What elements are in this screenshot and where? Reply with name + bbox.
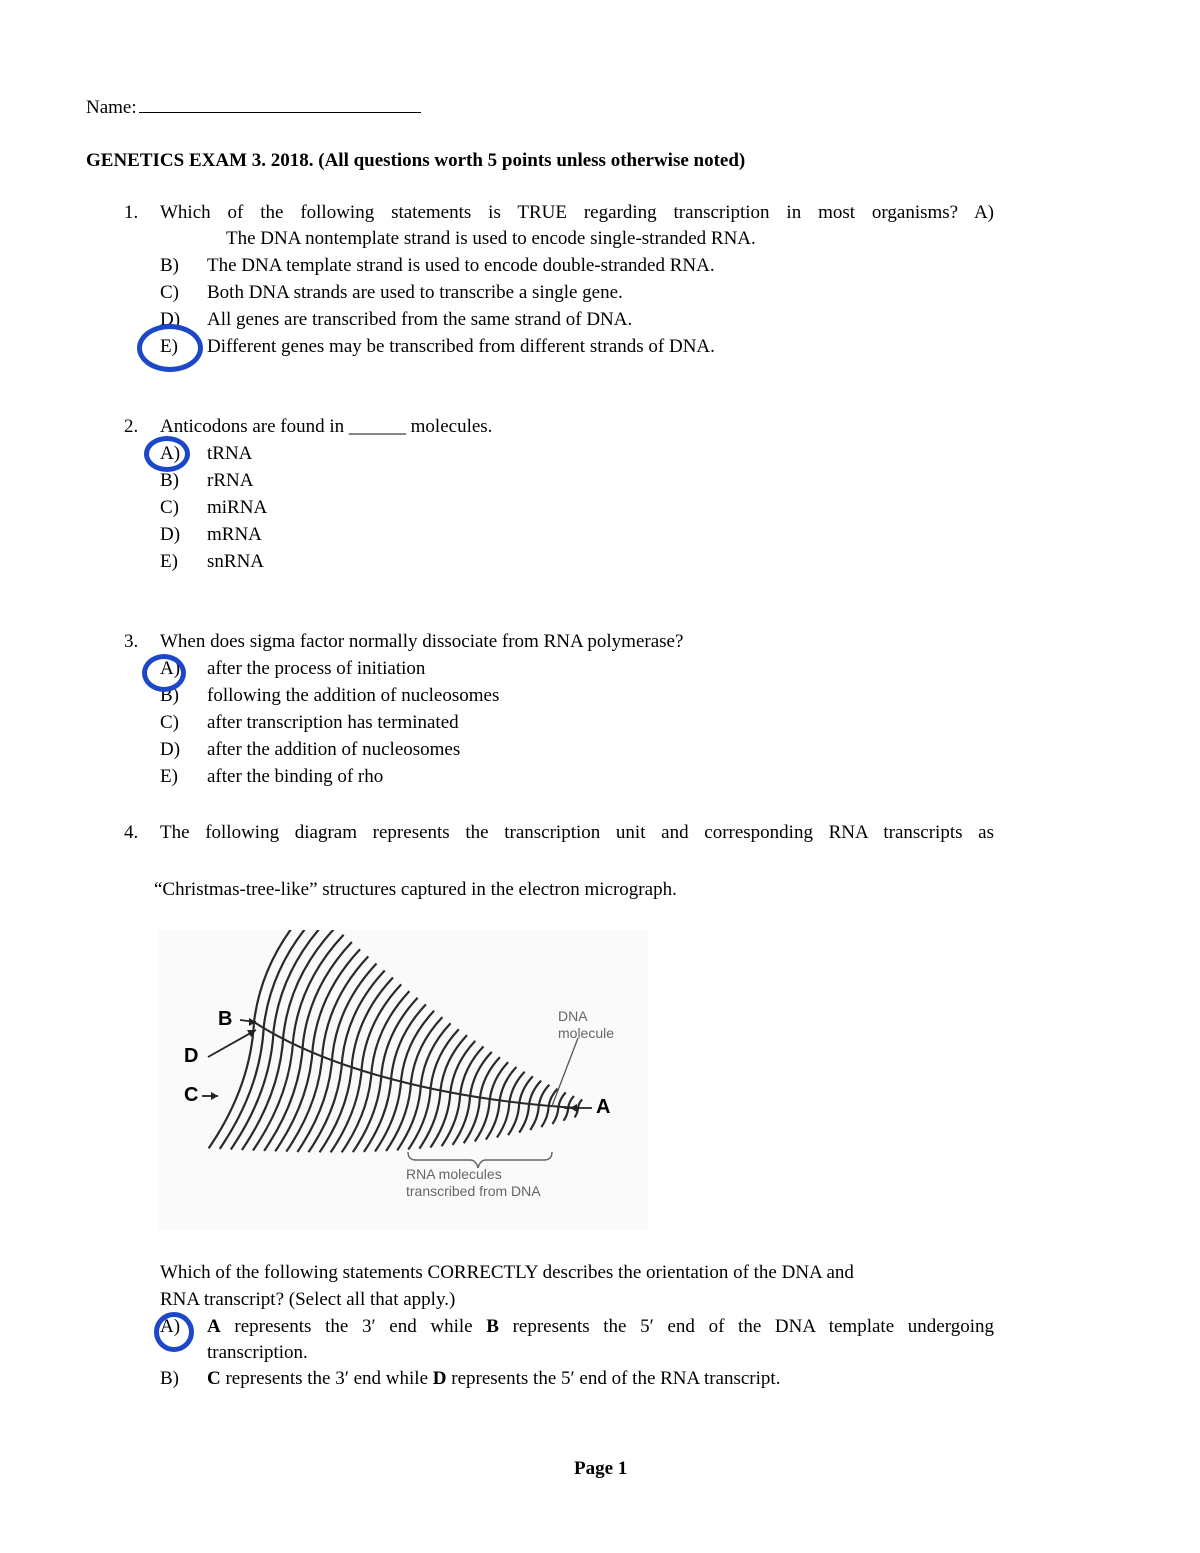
q2-option-b-text: rRNA bbox=[207, 470, 254, 491]
q1-option-b-text: The DNA template strand is used to encode double-stranded RNA. bbox=[207, 255, 715, 276]
rna-strand bbox=[286, 956, 368, 1151]
q1-number: 1. bbox=[124, 202, 139, 223]
q4-option-a-mid2: represents the 5′ end of the DNA template undergoing bbox=[498, 1316, 994, 1337]
q2-option-d-text: mRNA bbox=[207, 524, 262, 545]
name-field bbox=[86, 94, 421, 119]
q1-option-c-text: Both DNA strands are used to transcribe a single gene. bbox=[207, 282, 623, 303]
q3-text: When does sigma factor normally dissociate from RNA polymerase? bbox=[160, 631, 684, 652]
q4-answer-circle bbox=[154, 1312, 194, 1352]
q4-text-line2: “Christmas-tree-like” structures captured in the electron micrograph. bbox=[154, 879, 677, 900]
q4-option-a-continuation: transcription. bbox=[207, 1342, 308, 1363]
q4-option-a-bold1: A bbox=[207, 1316, 221, 1337]
name-label: Name: bbox=[86, 97, 137, 118]
q4-number: 4. bbox=[124, 822, 139, 843]
arrow-d bbox=[208, 1030, 256, 1057]
q4-option-a-mid1: represents the 3′ end while bbox=[220, 1316, 487, 1337]
name-blank bbox=[139, 94, 421, 113]
q3-option-e-text: after the binding of rho bbox=[207, 766, 384, 787]
q2-option-a-text: tRNA bbox=[207, 443, 253, 464]
q1-option-c-letter: C) bbox=[160, 282, 179, 303]
q2-option-e-letter: E) bbox=[160, 551, 178, 572]
q3-option-a-text: after the process of initiation bbox=[207, 658, 426, 679]
q2-option-c-text: miRNA bbox=[207, 497, 268, 518]
q3-option-a-letter: A) bbox=[160, 658, 181, 679]
q3-option-c-letter: C) bbox=[160, 712, 179, 733]
dna-label-line2: molecule bbox=[558, 1025, 615, 1041]
q2-text: Anticodons are found in ______ molecules. bbox=[160, 416, 493, 437]
q3-answer-circle bbox=[142, 654, 186, 692]
q1-option-b-letter: B) bbox=[160, 255, 179, 276]
q2-option-b-letter: B) bbox=[160, 470, 179, 491]
christmas-tree-diagram bbox=[158, 930, 648, 1230]
q2-option-e-text: snRNA bbox=[207, 551, 265, 572]
rna-strand bbox=[231, 930, 327, 1149]
transcription-tree-figure bbox=[158, 930, 648, 1230]
q2-option-a-letter: A) bbox=[160, 443, 181, 464]
q4-option-a-letter: A) bbox=[160, 1316, 181, 1337]
q4-question-line1: Which of the following statements CORRECTLY describes the orientation of the DNA and bbox=[160, 1262, 854, 1283]
diagram-label-c: C bbox=[184, 1084, 199, 1106]
q2-answer-circle bbox=[144, 436, 190, 472]
exam-title: GENETICS EXAM 3. 2018. (All questions worth 5 points unless otherwise noted) bbox=[86, 150, 746, 171]
q1-answer-circle bbox=[137, 324, 203, 372]
q3-option-d-letter: D) bbox=[160, 739, 181, 760]
q1-option-d-letter: D) bbox=[160, 309, 181, 330]
q2-option-c-letter: C) bbox=[160, 497, 179, 518]
q2-option-d-letter: D) bbox=[160, 524, 181, 545]
rna-label-line2: transcribed from DNA bbox=[406, 1183, 541, 1199]
diagram-label-a: A bbox=[596, 1096, 611, 1118]
q3-option-b-letter: B) bbox=[160, 685, 179, 706]
q3-option-e-letter: E) bbox=[160, 766, 178, 787]
q4-option-a-text bbox=[207, 1316, 994, 1338]
q1-text-line1: Which of the following statements is TRUE regarding transcription in most organisms? A) bbox=[160, 202, 994, 223]
q1-text-line2: The DNA nontemplate strand is used to encode single-stranded RNA. bbox=[226, 228, 756, 249]
q4-option-b-bold1: C bbox=[207, 1368, 221, 1389]
q1-option-d-text: All genes are transcribed from the same strand of DNA. bbox=[207, 309, 633, 330]
rna-strand bbox=[430, 1041, 475, 1148]
q3-option-d-text: after the addition of nucleosomes bbox=[207, 739, 461, 760]
dna-pointer-line bbox=[552, 1038, 578, 1106]
q4-option-b-text bbox=[207, 1368, 780, 1390]
rna-strand bbox=[253, 935, 344, 1151]
q4-option-b-mid2: represents the 5′ end of the RNA transcript. bbox=[446, 1368, 781, 1389]
q4-option-a-bold2: B bbox=[486, 1316, 499, 1337]
diagram-label-d: D bbox=[184, 1045, 199, 1067]
q3-option-b-text: following the addition of nucleosomes bbox=[207, 685, 500, 706]
q4-option-b-mid1: represents the 3′ end while bbox=[220, 1368, 433, 1389]
q1-option-e-text: Different genes may be transcribed from different strands of DNA. bbox=[207, 336, 715, 357]
arrowhead-a bbox=[570, 1104, 577, 1112]
q2-number: 2. bbox=[124, 416, 139, 437]
rna-strand bbox=[497, 1072, 525, 1138]
q4-question-line2: RNA transcript? (Select all that apply.) bbox=[160, 1289, 456, 1310]
dna-label-line1: DNA bbox=[558, 1008, 588, 1024]
diagram-label-b: B bbox=[218, 1008, 233, 1030]
q4-option-b-letter: B) bbox=[160, 1368, 179, 1389]
page-number: Page 1 bbox=[574, 1458, 628, 1479]
q3-number: 3. bbox=[124, 631, 139, 652]
rna-label-line1: RNA molecules bbox=[406, 1166, 502, 1182]
arrowhead-c bbox=[211, 1092, 218, 1100]
q4-text-line1: The following diagram represents the transcription unit and corresponding RNA transcripts as bbox=[160, 822, 994, 843]
q1-option-e-letter: E) bbox=[160, 336, 178, 357]
q3-option-c-text: after transcription has terminated bbox=[207, 712, 459, 733]
q4-option-b-bold2: D bbox=[432, 1368, 447, 1389]
